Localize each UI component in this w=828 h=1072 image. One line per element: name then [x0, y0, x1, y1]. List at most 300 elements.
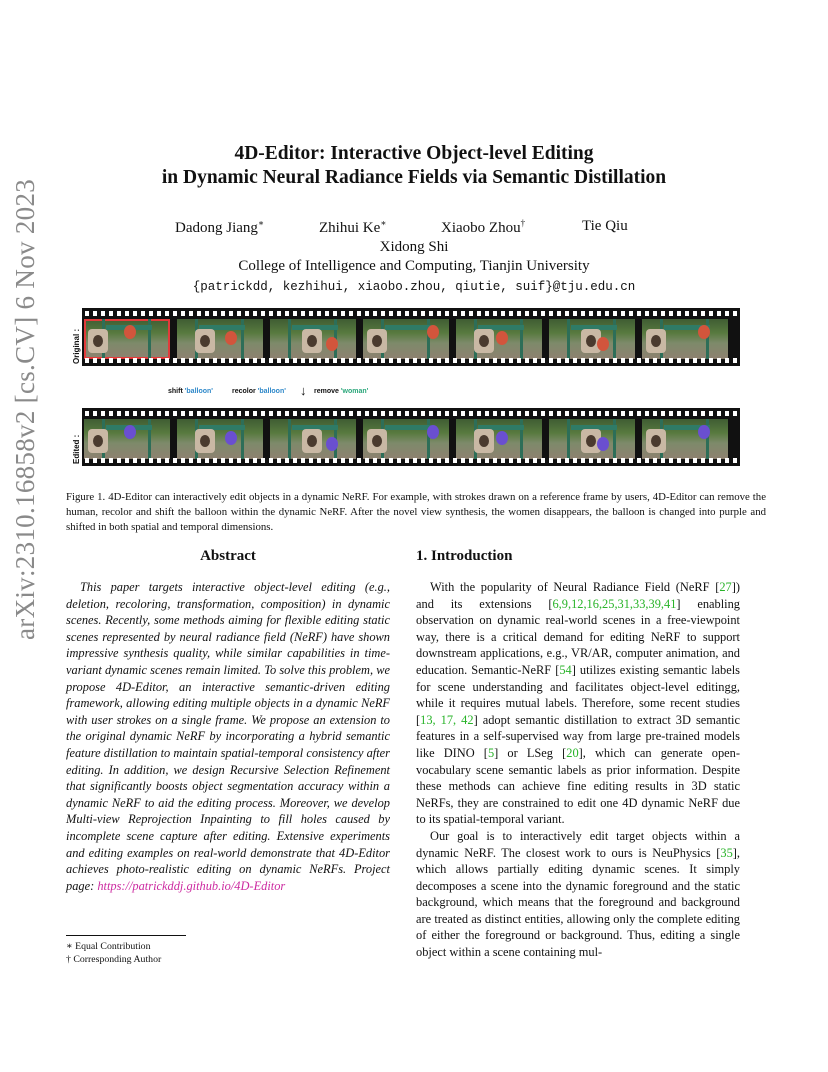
perforation-hole: [613, 358, 617, 363]
perforation-hole: [445, 358, 449, 363]
perforation-hole: [573, 358, 577, 363]
perforation-hole: [317, 458, 321, 463]
video-frame: [549, 319, 635, 359]
perforation-hole: [677, 411, 681, 416]
perforation-hole: [645, 311, 649, 316]
perforation-hole: [205, 458, 209, 463]
perforation-hole: [141, 311, 145, 316]
perforation-hole: [549, 358, 553, 363]
perforation-hole: [349, 458, 353, 463]
perforation-hole: [397, 358, 401, 363]
citation[interactable]: 5: [487, 745, 495, 760]
perforation-hole: [85, 311, 89, 316]
perforation-hole: [709, 311, 713, 316]
perforation-hole: [109, 458, 113, 463]
perforation-hole: [733, 358, 737, 363]
perforation-hole: [197, 311, 201, 316]
abstract-body: This paper targets interactive object-level editing (e.g., deletion, recoloring, transformation, composition) in dynamic scenes. Recently, some methods aiming for flexible editing static scenes represented by neural radiance field (NeRF) have shown impressive synthesis quality, while similar capabilities in time-variant dynamic scenes remain limited. To solve this problem, we propose 4D-Editor, an interactive semantic-driven editing framework, allowing editing multiple objects in a dynamic NeRF with user strokes on a single frame. We propose an extension to the original dynamic NeRF by incorporating a hybrid semantic feature distillation to maintain spatial-temporal consistency after editing. In addition, we design Recursive Selection Refinement that significantly boosts object segmentation accuracy within a dynamic NeRF to aid the editing process. Moreover, we develop Multi-view Reprojection Inpainting to fill holes caused by incomplete scene capture after editing. Extensive experiments and editing examples on real-world demonstrate that 4D-Editor achieves photo-realistic editing on dynamic NeRFs. Project page: https://patrickddj.github.io/4D-Editor: [66, 580, 390, 893]
perforation-hole: [461, 358, 465, 363]
perforation-hole: [533, 411, 537, 416]
perforation-hole: [381, 311, 385, 316]
perforation-hole: [589, 458, 593, 463]
perforation-hole: [197, 411, 201, 416]
perforation-hole: [117, 458, 121, 463]
perforation-hole: [429, 411, 433, 416]
perforation-hole: [149, 411, 153, 416]
intro-paragraph-1: With the popularity of Neural Radiance Field (NeRF [27]) and its extensions [6,9,12,16,25,31,33,39,41] enabling observation on dynamic real-world scenes in a free-viewpoint way, there is a critical demand for editing NeRF to support downstream applications, e.g., VR/AR, computer animation, and education. Semantic-NeRF [54] utilizes existing semantic labels for scene understanding and facilitates object-level editingg, while it requires mutual labels. Therefore, some recent studies [13, 17, 42] adopt semantic distillation to extract 3D semantic features in a self-supervised way from large pre-trained models like DINO [5] or LSeg [20], which can generate open-vocabulary scene semantic labels as prior information. Despite these methods can achieve fine editing results in 3D static NeRFs, they are constrained to edit one 4D dynamic NeRF due to its spatial-temporal variant.: [416, 580, 741, 827]
perforation-hole: [309, 311, 313, 316]
perforation-hole: [733, 311, 737, 316]
video-frame: [177, 419, 263, 459]
perforation-hole: [269, 311, 273, 316]
perforation-hole: [693, 311, 697, 316]
perforation-hole: [277, 458, 281, 463]
perforation-hole: [389, 311, 393, 316]
perforation-hole: [573, 458, 577, 463]
perforation-hole: [597, 411, 601, 416]
perforation-hole: [165, 458, 169, 463]
frames-original: [84, 319, 738, 359]
perforation-hole: [669, 458, 673, 463]
perforation-hole: [157, 311, 161, 316]
perforation-hole: [325, 411, 329, 416]
perforation-hole: [605, 411, 609, 416]
perforation-hole: [261, 311, 265, 316]
perforation-hole: [285, 311, 289, 316]
perforation-hole: [293, 311, 297, 316]
video-frame: [363, 319, 449, 359]
perforation-hole: [93, 411, 97, 416]
perforation-hole: [277, 358, 281, 363]
perforation-hole: [645, 411, 649, 416]
perforation-hole: [389, 458, 393, 463]
perforation-hole: [133, 311, 137, 316]
perforation-hole: [389, 411, 393, 416]
perforation-hole: [461, 458, 465, 463]
perforation-hole: [261, 411, 265, 416]
footnote-corresponding: † Corresponding Author: [66, 954, 162, 965]
perforation-hole: [629, 458, 633, 463]
perforation-hole: [405, 411, 409, 416]
perforation-hole: [525, 411, 529, 416]
perforation-hole: [189, 411, 193, 416]
perforation-hole: [557, 358, 561, 363]
perforation-hole: [325, 311, 329, 316]
perforation-hole: [453, 358, 457, 363]
perforation-hole: [613, 411, 617, 416]
perforation-hole: [253, 311, 257, 316]
perforation-hole: [661, 411, 665, 416]
video-frame: [270, 319, 356, 359]
perforation-hole: [629, 311, 633, 316]
video-frame: [177, 319, 263, 359]
perforation-hole: [413, 458, 417, 463]
perforation-hole: [541, 358, 545, 363]
label-original: Original :: [72, 328, 81, 364]
perforation-hole: [597, 358, 601, 363]
perforation-hole: [493, 358, 497, 363]
film-strip-edited: [82, 408, 740, 466]
perforation-hole: [589, 411, 593, 416]
perforation-hole: [413, 311, 417, 316]
citation[interactable]: 35: [720, 845, 733, 860]
video-frame: [456, 419, 542, 459]
perforation-hole: [181, 458, 185, 463]
video-frame: [363, 419, 449, 459]
perforation-hole: [93, 458, 97, 463]
perforation-hole: [341, 311, 345, 316]
perforation-hole: [653, 411, 657, 416]
perforation-hole: [717, 311, 721, 316]
perforation-hole: [341, 458, 345, 463]
perforation-hole: [621, 358, 625, 363]
perforation-hole: [469, 458, 473, 463]
perforation-hole: [549, 458, 553, 463]
perforation-hole: [701, 311, 705, 316]
perforation-hole: [717, 411, 721, 416]
perforation-hole: [245, 311, 249, 316]
perforation-hole: [229, 411, 233, 416]
perforation-hole: [565, 311, 569, 316]
perforation-hole: [533, 311, 537, 316]
perforation-hole: [709, 458, 713, 463]
perforation-hole: [333, 411, 337, 416]
perforation-hole: [397, 311, 401, 316]
perforation-hole: [101, 411, 105, 416]
perforation-hole: [341, 411, 345, 416]
perforation-hole: [437, 411, 441, 416]
perforation-hole: [525, 358, 529, 363]
perforation-hole: [285, 411, 289, 416]
perforation-hole: [141, 358, 145, 363]
perforation-hole: [213, 311, 217, 316]
perforation-hole: [621, 311, 625, 316]
perforation-hole: [317, 411, 321, 416]
perforation-hole: [269, 458, 273, 463]
perforation-hole: [613, 311, 617, 316]
perforation-hole: [461, 311, 465, 316]
citation[interactable]: 20: [566, 745, 579, 760]
perforation-hole: [709, 411, 713, 416]
perforation-hole: [205, 358, 209, 363]
perforation-hole: [301, 411, 305, 416]
perforation-hole: [309, 458, 313, 463]
perforation-hole: [421, 358, 425, 363]
perforation-hole: [373, 411, 377, 416]
video-frame: [456, 319, 542, 359]
perforation-hole: [421, 311, 425, 316]
perforation-hole: [221, 411, 225, 416]
perforation-hole: [173, 411, 177, 416]
perforation-hole: [573, 411, 577, 416]
perforation-hole: [621, 411, 625, 416]
perforation-hole: [157, 358, 161, 363]
perforation-hole: [701, 458, 705, 463]
label-edited: Edited :: [72, 434, 81, 464]
perforation-hole: [589, 311, 593, 316]
perforation-hole: [453, 458, 457, 463]
perforation-hole: [133, 458, 137, 463]
perforation-hole: [373, 358, 377, 363]
perforation-hole: [149, 458, 153, 463]
perforation-hole: [565, 458, 569, 463]
teaser-figure: [66, 306, 766, 482]
perforation-hole: [525, 311, 529, 316]
perforation-hole: [325, 358, 329, 363]
perforation-hole: [181, 358, 185, 363]
perforation-hole: [485, 311, 489, 316]
footnote-equal: ∗ Equal Contribution: [66, 941, 151, 952]
perforation-hole: [341, 358, 345, 363]
perforation-hole: [101, 311, 105, 316]
perforation-hole: [117, 411, 121, 416]
perforation-hole: [237, 311, 241, 316]
perforation-hole: [453, 311, 457, 316]
perforation-hole: [453, 411, 457, 416]
perforation-hole: [213, 358, 217, 363]
perforation-hole: [645, 458, 649, 463]
perforation-hole: [101, 358, 105, 363]
video-frame: [84, 419, 170, 459]
op-remove: remove 'woman': [314, 388, 369, 395]
perforation-hole: [269, 411, 273, 416]
perforation-hole: [525, 458, 529, 463]
perforation-hole: [677, 358, 681, 363]
perforation-hole: [237, 458, 241, 463]
perforation-hole: [285, 458, 289, 463]
perforation-hole: [333, 358, 337, 363]
perforation-hole: [133, 411, 137, 416]
perforation-hole: [605, 311, 609, 316]
perforation-hole: [157, 411, 161, 416]
perforation-hole: [253, 458, 257, 463]
perforation-hole: [293, 411, 297, 416]
perforation-hole: [189, 458, 193, 463]
perforation-hole: [205, 411, 209, 416]
perforation-hole: [365, 311, 369, 316]
title-line-2: in Dynamic Neural Radiance Fields via Semantic Distillation: [161, 167, 667, 188]
perforation-hole: [213, 411, 217, 416]
perforation-hole: [477, 458, 481, 463]
perforation-hole: [685, 358, 689, 363]
perforation-hole: [125, 311, 129, 316]
perforation-hole: [301, 311, 305, 316]
citation[interactable]: 13, 17, 42: [420, 712, 474, 727]
frames-edited: [84, 419, 738, 459]
perforation-hole: [541, 458, 545, 463]
perforation-hole: [373, 311, 377, 316]
perforation-hole: [501, 458, 505, 463]
perforation-hole: [413, 411, 417, 416]
perforation-hole: [517, 458, 521, 463]
perforation-hole: [653, 358, 657, 363]
perforation-hole: [349, 358, 353, 363]
perforation-hole: [165, 358, 169, 363]
down-arrow-icon: ↓: [300, 383, 307, 398]
perforation-hole: [125, 458, 129, 463]
perforation-hole: [309, 411, 313, 416]
email-list[interactable]: {patrickdd, kezhihui, xiaobo.zhou, qiutie, suif}@tju.edu.cn: [192, 280, 636, 294]
perforation-hole: [277, 411, 281, 416]
perforations: [82, 410, 740, 417]
perforation-hole: [165, 411, 169, 416]
perforation-hole: [173, 358, 177, 363]
perforation-hole: [229, 358, 233, 363]
perforation-hole: [477, 411, 481, 416]
perforation-hole: [605, 358, 609, 363]
perforation-hole: [661, 358, 665, 363]
perforation-hole: [645, 358, 649, 363]
perforation-hole: [389, 358, 393, 363]
perforation-hole: [445, 411, 449, 416]
perforation-hole: [141, 458, 145, 463]
perforation-hole: [141, 411, 145, 416]
perforation-hole: [629, 411, 633, 416]
perforation-hole: [653, 311, 657, 316]
perforation-hole: [485, 411, 489, 416]
perforation-hole: [285, 358, 289, 363]
author-3: Xiaobo Zhou†: [441, 218, 526, 236]
perforation-hole: [637, 358, 641, 363]
perforation-hole: [381, 458, 385, 463]
perforation-hole: [181, 411, 185, 416]
footnote-rule: [66, 935, 186, 936]
op-shift: shift 'balloon': [168, 388, 213, 395]
perforation-hole: [485, 458, 489, 463]
perforation-hole: [333, 458, 337, 463]
perforation-hole: [221, 311, 225, 316]
perforation-hole: [189, 358, 193, 363]
perforation-hole: [509, 358, 513, 363]
perforation-hole: [365, 411, 369, 416]
perforation-hole: [101, 458, 105, 463]
perforation-hole: [205, 311, 209, 316]
perforation-hole: [533, 458, 537, 463]
citation[interactable]: 27: [719, 580, 732, 594]
perforation-hole: [421, 458, 425, 463]
perforation-hole: [685, 411, 689, 416]
perforation-hole: [501, 311, 505, 316]
perforation-hole: [501, 358, 505, 363]
perforation-hole: [661, 458, 665, 463]
paper-title: [0, 142, 828, 190]
perforation-hole: [229, 311, 233, 316]
perforation-hole: [293, 358, 297, 363]
perforation-hole: [357, 411, 361, 416]
perforation-hole: [405, 358, 409, 363]
video-frame: [642, 319, 728, 359]
perforation-hole: [557, 411, 561, 416]
introduction-heading: 1. Introduction: [416, 548, 513, 564]
perforation-hole: [261, 458, 265, 463]
perforation-hole: [469, 358, 473, 363]
citation[interactable]: 6,9,12,16,25,31,33,39,41: [552, 596, 677, 611]
perforation-hole: [125, 358, 129, 363]
perforations: [82, 457, 740, 464]
perforation-hole: [581, 411, 585, 416]
perforation-hole: [693, 458, 697, 463]
perforation-hole: [517, 311, 521, 316]
perforation-hole: [429, 458, 433, 463]
perforation-hole: [549, 411, 553, 416]
perforation-hole: [693, 411, 697, 416]
perforation-hole: [669, 358, 673, 363]
perforation-hole: [253, 358, 257, 363]
figure-caption: Figure 1. 4D-Editor can interactively edit objects in a dynamic NeRF. For example, with strokes drawn on a reference frame by users, 4D-Editor can remove the human, recolor and shift the balloon within the dynamic NeRF. After the novel view synthesis, the women disappears, the balloon is changed into purple and shifted in both spatial and temporal dimensions.: [66, 491, 766, 533]
perforation-hole: [85, 458, 89, 463]
perforation-hole: [685, 311, 689, 316]
perforation-hole: [709, 358, 713, 363]
perforation-hole: [725, 411, 729, 416]
perforation-hole: [197, 458, 201, 463]
perforation-hole: [317, 358, 321, 363]
perforation-hole: [157, 458, 161, 463]
author-4: Tie Qiu: [582, 218, 628, 234]
perforation-hole: [357, 458, 361, 463]
perforation-hole: [269, 358, 273, 363]
perforation-hole: [725, 358, 729, 363]
film-strip-original: [82, 308, 740, 366]
citation[interactable]: 54: [559, 662, 572, 677]
perforation-hole: [493, 458, 497, 463]
perforation-hole: [109, 358, 113, 363]
perforation-hole: [669, 411, 673, 416]
perforation-hole: [485, 358, 489, 363]
perforation-hole: [469, 411, 473, 416]
perforation-hole: [117, 358, 121, 363]
perforation-hole: [397, 458, 401, 463]
video-frame: [642, 419, 728, 459]
perforation-hole: [413, 358, 417, 363]
perforation-hole: [405, 458, 409, 463]
perforation-hole: [589, 358, 593, 363]
perforation-hole: [181, 311, 185, 316]
perforation-hole: [677, 458, 681, 463]
perforation-hole: [197, 358, 201, 363]
perforation-hole: [85, 358, 89, 363]
perforation-hole: [357, 358, 361, 363]
perforation-hole: [405, 311, 409, 316]
perforation-hole: [557, 311, 561, 316]
perforation-hole: [509, 458, 513, 463]
perforation-hole: [93, 358, 97, 363]
perforation-hole: [189, 311, 193, 316]
perforation-hole: [637, 411, 641, 416]
video-frame: [270, 419, 356, 459]
perforation-hole: [733, 411, 737, 416]
perforation-hole: [381, 358, 385, 363]
perforations: [82, 310, 740, 317]
perforation-hole: [437, 311, 441, 316]
perforation-hole: [445, 311, 449, 316]
left-column: [66, 548, 390, 894]
perforation-hole: [717, 458, 721, 463]
right-column: [416, 548, 740, 961]
project-page-link[interactable]: https://patrickddj.github.io/4D-Editor: [97, 878, 286, 893]
perforation-hole: [85, 411, 89, 416]
perforation-hole: [597, 311, 601, 316]
perforation-hole: [349, 411, 353, 416]
perforation-hole: [677, 311, 681, 316]
perforation-hole: [597, 458, 601, 463]
perforation-hole: [373, 458, 377, 463]
perforation-hole: [477, 358, 481, 363]
perforation-hole: [509, 411, 513, 416]
perforation-hole: [437, 458, 441, 463]
perforation-hole: [557, 458, 561, 463]
perforation-hole: [301, 358, 305, 363]
perforation-hole: [381, 411, 385, 416]
